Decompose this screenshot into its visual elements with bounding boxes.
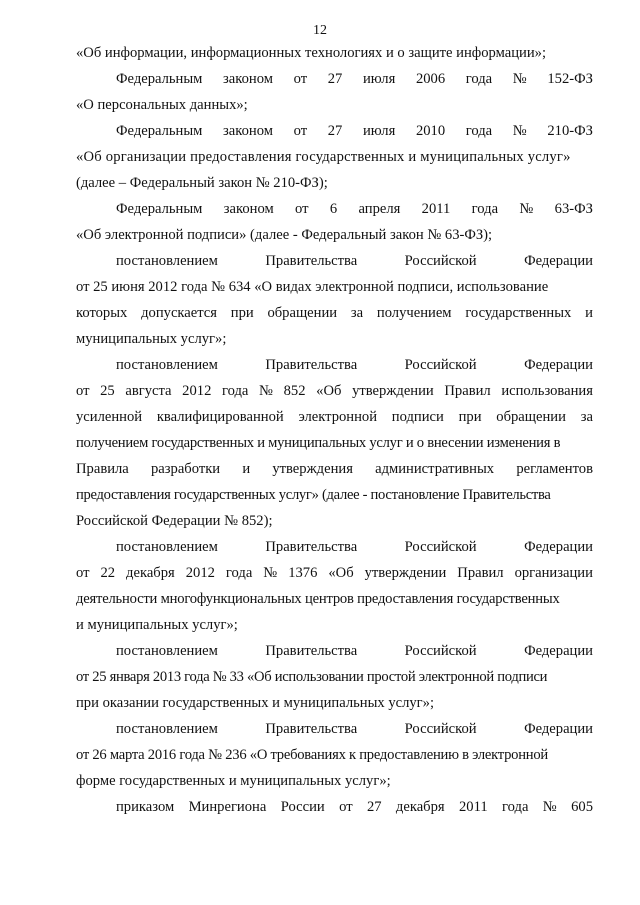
text-line-justified xyxy=(76,118,593,144)
word: Федеральным xyxy=(116,123,203,139)
word: при xyxy=(230,305,254,321)
word: 27 xyxy=(366,799,382,815)
word: постановлением xyxy=(116,721,218,737)
word: Правительства xyxy=(265,539,358,555)
word: Российской xyxy=(404,357,477,373)
word: государственных xyxy=(465,305,572,321)
word: № xyxy=(542,799,557,815)
text-line: «О персональных данных»; xyxy=(76,97,248,113)
text-line-justified xyxy=(76,560,593,586)
word: 210-ФЗ xyxy=(547,123,593,139)
word: 2011 xyxy=(421,201,451,217)
text-line-justified xyxy=(76,196,593,222)
word: при xyxy=(458,409,482,425)
word: Федерации xyxy=(524,643,593,659)
word: законом xyxy=(223,71,273,87)
word: Федерации xyxy=(524,357,593,373)
word: допускается xyxy=(141,305,217,321)
word: Правительства xyxy=(265,253,358,269)
word: и xyxy=(242,461,251,477)
word: 2010 xyxy=(415,123,446,139)
word: приказом xyxy=(116,799,175,815)
word: № xyxy=(519,201,534,217)
word: Минрегиона xyxy=(188,799,267,815)
word: № xyxy=(512,71,527,87)
word: от xyxy=(293,123,308,139)
word: которых xyxy=(76,305,128,321)
text-line: Российской Федерации № 852); xyxy=(76,513,273,529)
word: Федерации xyxy=(524,253,593,269)
word: электронной xyxy=(298,409,378,425)
word: Федерации xyxy=(524,721,593,737)
word: постановлением xyxy=(116,643,218,659)
word: года xyxy=(465,123,493,139)
word: постановлением xyxy=(116,539,218,555)
word: № xyxy=(512,123,527,139)
word: от xyxy=(76,565,90,581)
text-line-justified xyxy=(76,248,593,274)
word: Российской xyxy=(404,539,477,555)
word: административных xyxy=(375,461,495,477)
word: Федерации xyxy=(524,539,593,555)
text-line: «Об информации, информационных технологиях и о защите информации»; xyxy=(76,45,546,61)
word: постановлением xyxy=(116,253,218,269)
word: обращении xyxy=(267,305,338,321)
word: Правил xyxy=(457,565,504,581)
word: июля xyxy=(362,71,396,87)
word: постановлением xyxy=(116,357,218,373)
word: 63-ФЗ xyxy=(554,201,593,217)
word: утверждения xyxy=(272,461,353,477)
word: законом xyxy=(223,123,273,139)
text-line-justified xyxy=(76,534,593,560)
word: Российской xyxy=(404,721,477,737)
word: разработки xyxy=(150,461,221,477)
text-line-justified xyxy=(76,638,593,664)
word: Правительства xyxy=(265,357,358,373)
text-line: «Об электронной подписи» (далее - Федеральный закон № 63-ФЗ); xyxy=(76,227,493,243)
text-line-justified xyxy=(76,716,593,742)
text-line: «Об организации предоставления государственных и муниципальных услуг» xyxy=(76,149,571,165)
word: Правила xyxy=(76,461,129,477)
text-line-justified xyxy=(76,352,593,378)
word: «Об xyxy=(328,565,354,581)
text-line-justified xyxy=(76,794,593,820)
word: Российской xyxy=(404,643,477,659)
text-line: и муниципальных услуг»; xyxy=(76,617,238,633)
word: 2011 xyxy=(458,799,488,815)
word: года xyxy=(502,799,529,815)
word: «Об xyxy=(316,383,342,399)
text-line: от 25 января 2013 года № 33 «Об использовании простой электронной подписи xyxy=(76,669,548,685)
word: усиленной xyxy=(76,409,143,425)
word: 6 xyxy=(329,201,338,217)
word: № xyxy=(259,383,273,399)
word: Федеральным xyxy=(116,71,203,87)
text-line: муниципальных услуг»; xyxy=(76,331,227,347)
word: законом xyxy=(223,201,274,217)
word: 25 xyxy=(100,383,115,399)
word: за xyxy=(350,305,364,321)
word: утверждении xyxy=(352,383,434,399)
word: 152-ФЗ xyxy=(547,71,593,87)
word: от xyxy=(293,71,308,87)
word: 2006 xyxy=(415,71,446,87)
word: от xyxy=(339,799,353,815)
text-line: деятельности многофункциональных центров предоставления государственных xyxy=(76,591,560,607)
word: подписи xyxy=(391,409,444,425)
word: Правил xyxy=(444,383,491,399)
document-body xyxy=(76,40,593,820)
text-line: при оказании государственных и муниципальных услуг»; xyxy=(76,695,435,711)
word: регламентов xyxy=(516,461,593,477)
word: Российской xyxy=(404,253,477,269)
text-line-justified xyxy=(76,300,593,326)
word: декабря xyxy=(395,799,445,815)
word: Федеральным xyxy=(116,201,203,217)
word: Правительства xyxy=(265,721,358,737)
word: декабря xyxy=(126,565,175,581)
text-line: от 25 июня 2012 года № 634 «О видах электронной подписи, использование xyxy=(76,279,549,295)
word: 2012 xyxy=(182,383,212,399)
word: апреля xyxy=(358,201,401,217)
word: обращении xyxy=(496,409,566,425)
word: организации xyxy=(514,565,593,581)
word: использования xyxy=(501,383,593,399)
word: квалифицированной xyxy=(156,409,284,425)
text-line-justified xyxy=(76,404,593,430)
word: года xyxy=(222,383,249,399)
word: августа xyxy=(125,383,172,399)
word: года xyxy=(471,201,499,217)
text-line-justified xyxy=(76,456,593,482)
word: и xyxy=(585,305,593,321)
text-line: (далее – Федеральный закон № 210-ФЗ); xyxy=(76,175,328,191)
word: июля xyxy=(362,123,396,139)
word: 27 xyxy=(327,71,343,87)
page-number: 12 xyxy=(313,23,327,38)
word: № xyxy=(263,565,278,581)
word: 27 xyxy=(327,123,343,139)
word: России xyxy=(280,799,325,815)
word: года xyxy=(225,565,253,581)
word: года xyxy=(465,71,493,87)
word: утверждении xyxy=(364,565,447,581)
word: 1376 xyxy=(288,565,318,581)
word: 852 xyxy=(283,383,306,399)
word: Правительства xyxy=(265,643,358,659)
text-line: получением государственных и муниципальных услуг и о внесении изменения в xyxy=(76,435,561,451)
word: 22 xyxy=(100,565,116,581)
text-line: от 26 марта 2016 года № 236 «О требованиях к предоставлению в электронной xyxy=(76,747,548,763)
word: за xyxy=(580,409,593,425)
word: 2012 xyxy=(185,565,215,581)
text-line-justified xyxy=(76,378,593,404)
text-line-justified xyxy=(76,66,593,92)
text-line: предоставления государственных услуг» (далее - постановление Правительства xyxy=(76,487,551,503)
word: 605 xyxy=(571,799,593,815)
word: от xyxy=(295,201,309,217)
word: получением xyxy=(376,305,452,321)
text-line: форме государственных и муниципальных услуг»; xyxy=(76,773,391,789)
word: от xyxy=(76,383,90,399)
